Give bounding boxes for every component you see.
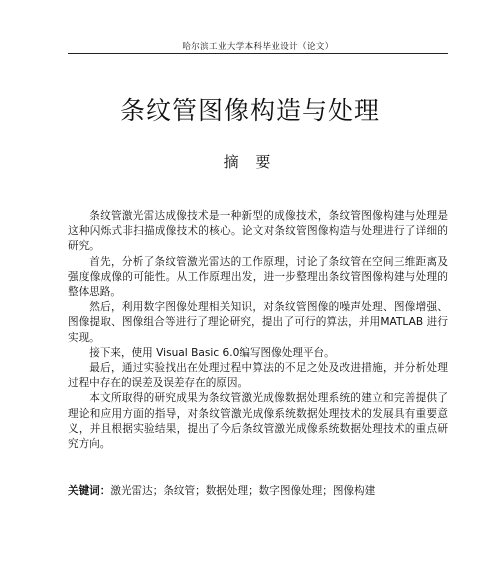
header-rule — [68, 53, 448, 54]
abstract-paragraph: 最后，通过实验找出在处理过程中算法的不足之处及改进措施，并分析处理过程中存在的误差及误差存在的原因。 — [68, 362, 448, 390]
abstract-paragraph: 本文所取得的研究成果为条纹管激光成像数据处理系统的建立和完善提供了理论和应用方面的指导，对条纹管激光成像系统数据处理技术的发展具有重要意义，并且根据实验结果，提出了今后条纹管激光成像系统数据处理技术的重点研究方向。 — [68, 392, 448, 451]
keywords-line — [68, 484, 448, 499]
keywords-text: 激光雷达；条纹管；数据处理；数字图像处理；图像构建 — [110, 485, 376, 497]
abstract-paragraph: 条纹管激光雷达成像技术是一种新型的成像技术，条纹管图像构建与处理是这种闪烁式非扫描成像技术的核心。论文对条纹管图像构造与处理进行了详细的研究。 — [68, 210, 448, 253]
abstract-paragraph: 首先，分析了条纹管激光雷达的工作原理，讨论了条纹管在空间三维距离及强度像成像的可能性。从工作原理出发，进一步整理出条纹管图像构建与处理的整体思路。 — [68, 255, 448, 299]
abstract-body — [68, 209, 448, 452]
abstract-paragraph: 然后，利用数字图像处理相关知识，对条纹管图像的噪声处理、图像增强、图像提取、图像组合等进行了理论研究，提出了可行的算法，并用MATLAB 进行实现。 — [68, 301, 448, 344]
paper-title: 条纹管图像构造与处理 — [119, 95, 380, 125]
abstract-paragraph: 接下来，使用 Visual Basic 6.0编写图像处理平台。 — [89, 346, 335, 359]
abstract-heading: 摘 要 — [223, 153, 277, 171]
running-header: 哈尔滨工业大学本科毕业设计（论文） — [182, 42, 334, 52]
keywords-label: 关键词： — [68, 485, 111, 497]
